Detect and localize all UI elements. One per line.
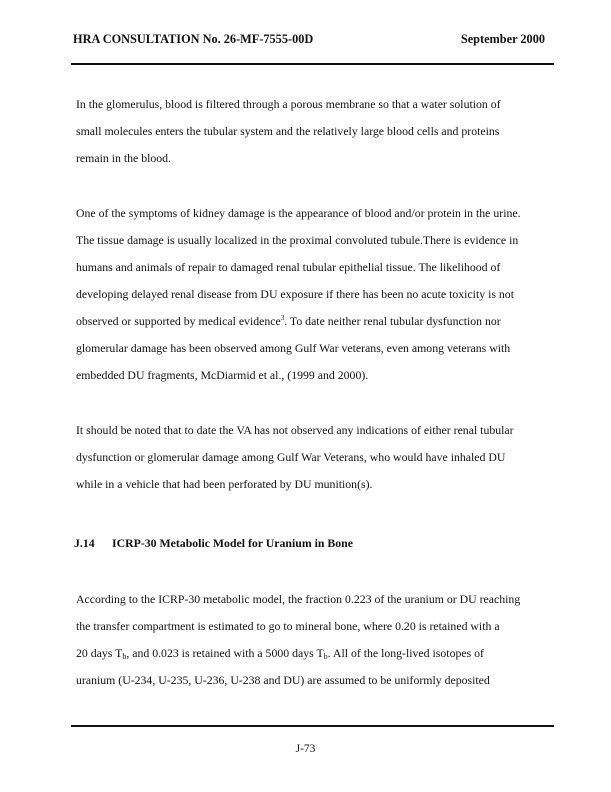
text-line: the transfer compartment is estimated to go to mineral bone, where 0.20 is retained with a (76, 619, 500, 633)
section-heading (74, 536, 353, 551)
text-line: while in a vehicle that had been perforated by DU munition(s). (76, 477, 373, 491)
section-number: J.14 (74, 536, 95, 550)
text-line: According to the ICRP-30 metabolic model, the fraction 0.223 of the uranium or DU reaching (76, 592, 521, 606)
text-segment: observed or supported by medical evidence (76, 314, 281, 328)
text-line: humans and animals of repair to damaged renal tubular epithelial tissue. The likelihood of (76, 260, 501, 274)
page-number: J-73 (295, 743, 316, 755)
text-segment: . All of the long-lived isotopes of (327, 646, 484, 660)
text-segment: . To date neither renal tubular dysfunction nor (284, 314, 501, 328)
text-segment: 20 days T (76, 646, 123, 660)
text-line: One of the symptoms of kidney damage is the appearance of blood and/or protein in the urine. (76, 206, 521, 220)
text-line: The tissue damage is usually localized in the proximal convoluted tubule.There is evidence in (76, 233, 519, 247)
text-line: embedded DU fragments, McDiarmid et al., (1999 and 2000). (76, 368, 369, 382)
header-title: HRA CONSULTATION No. 26-MF-7555-00D (73, 32, 314, 46)
subscript: b (323, 652, 328, 661)
footnote-reference: 3 (280, 314, 285, 322)
text-line: small molecules enters the tubular system and the relatively large blood cells and proteins (76, 124, 500, 138)
header-date: September 2000 (460, 32, 545, 46)
subscript: b (122, 652, 127, 661)
text-line: remain in the blood. (76, 151, 172, 165)
text-line: dysfunction or glomerular damage among Gulf War Veterans, who would have inhaled DU (76, 450, 506, 464)
text-line: In the glomerulus, blood is filtered through a porous membrane so that a water solution of (76, 97, 501, 111)
text-line: developing delayed renal disease from DU exposure if there has been no acute toxicity is not (76, 287, 514, 301)
header-rule (71, 63, 554, 65)
text-line (76, 646, 484, 661)
text-line: glomerular damage has been observed among Gulf War veterans, even among veterans with (76, 341, 511, 355)
text-line: uranium (U-234, U-235, U-236, U-238 and DU) are assumed to be uniformly deposited (76, 673, 490, 687)
text-line (76, 314, 501, 329)
text-segment: , and 0.023 is retained with a 5000 days T (126, 646, 324, 660)
text-line: It should be noted that to date the VA has not observed any indications of either renal tubular (76, 423, 514, 437)
section-title: ICRP-30 Metabolic Model for Uranium in Bone (112, 536, 353, 550)
footer-rule (71, 725, 554, 727)
